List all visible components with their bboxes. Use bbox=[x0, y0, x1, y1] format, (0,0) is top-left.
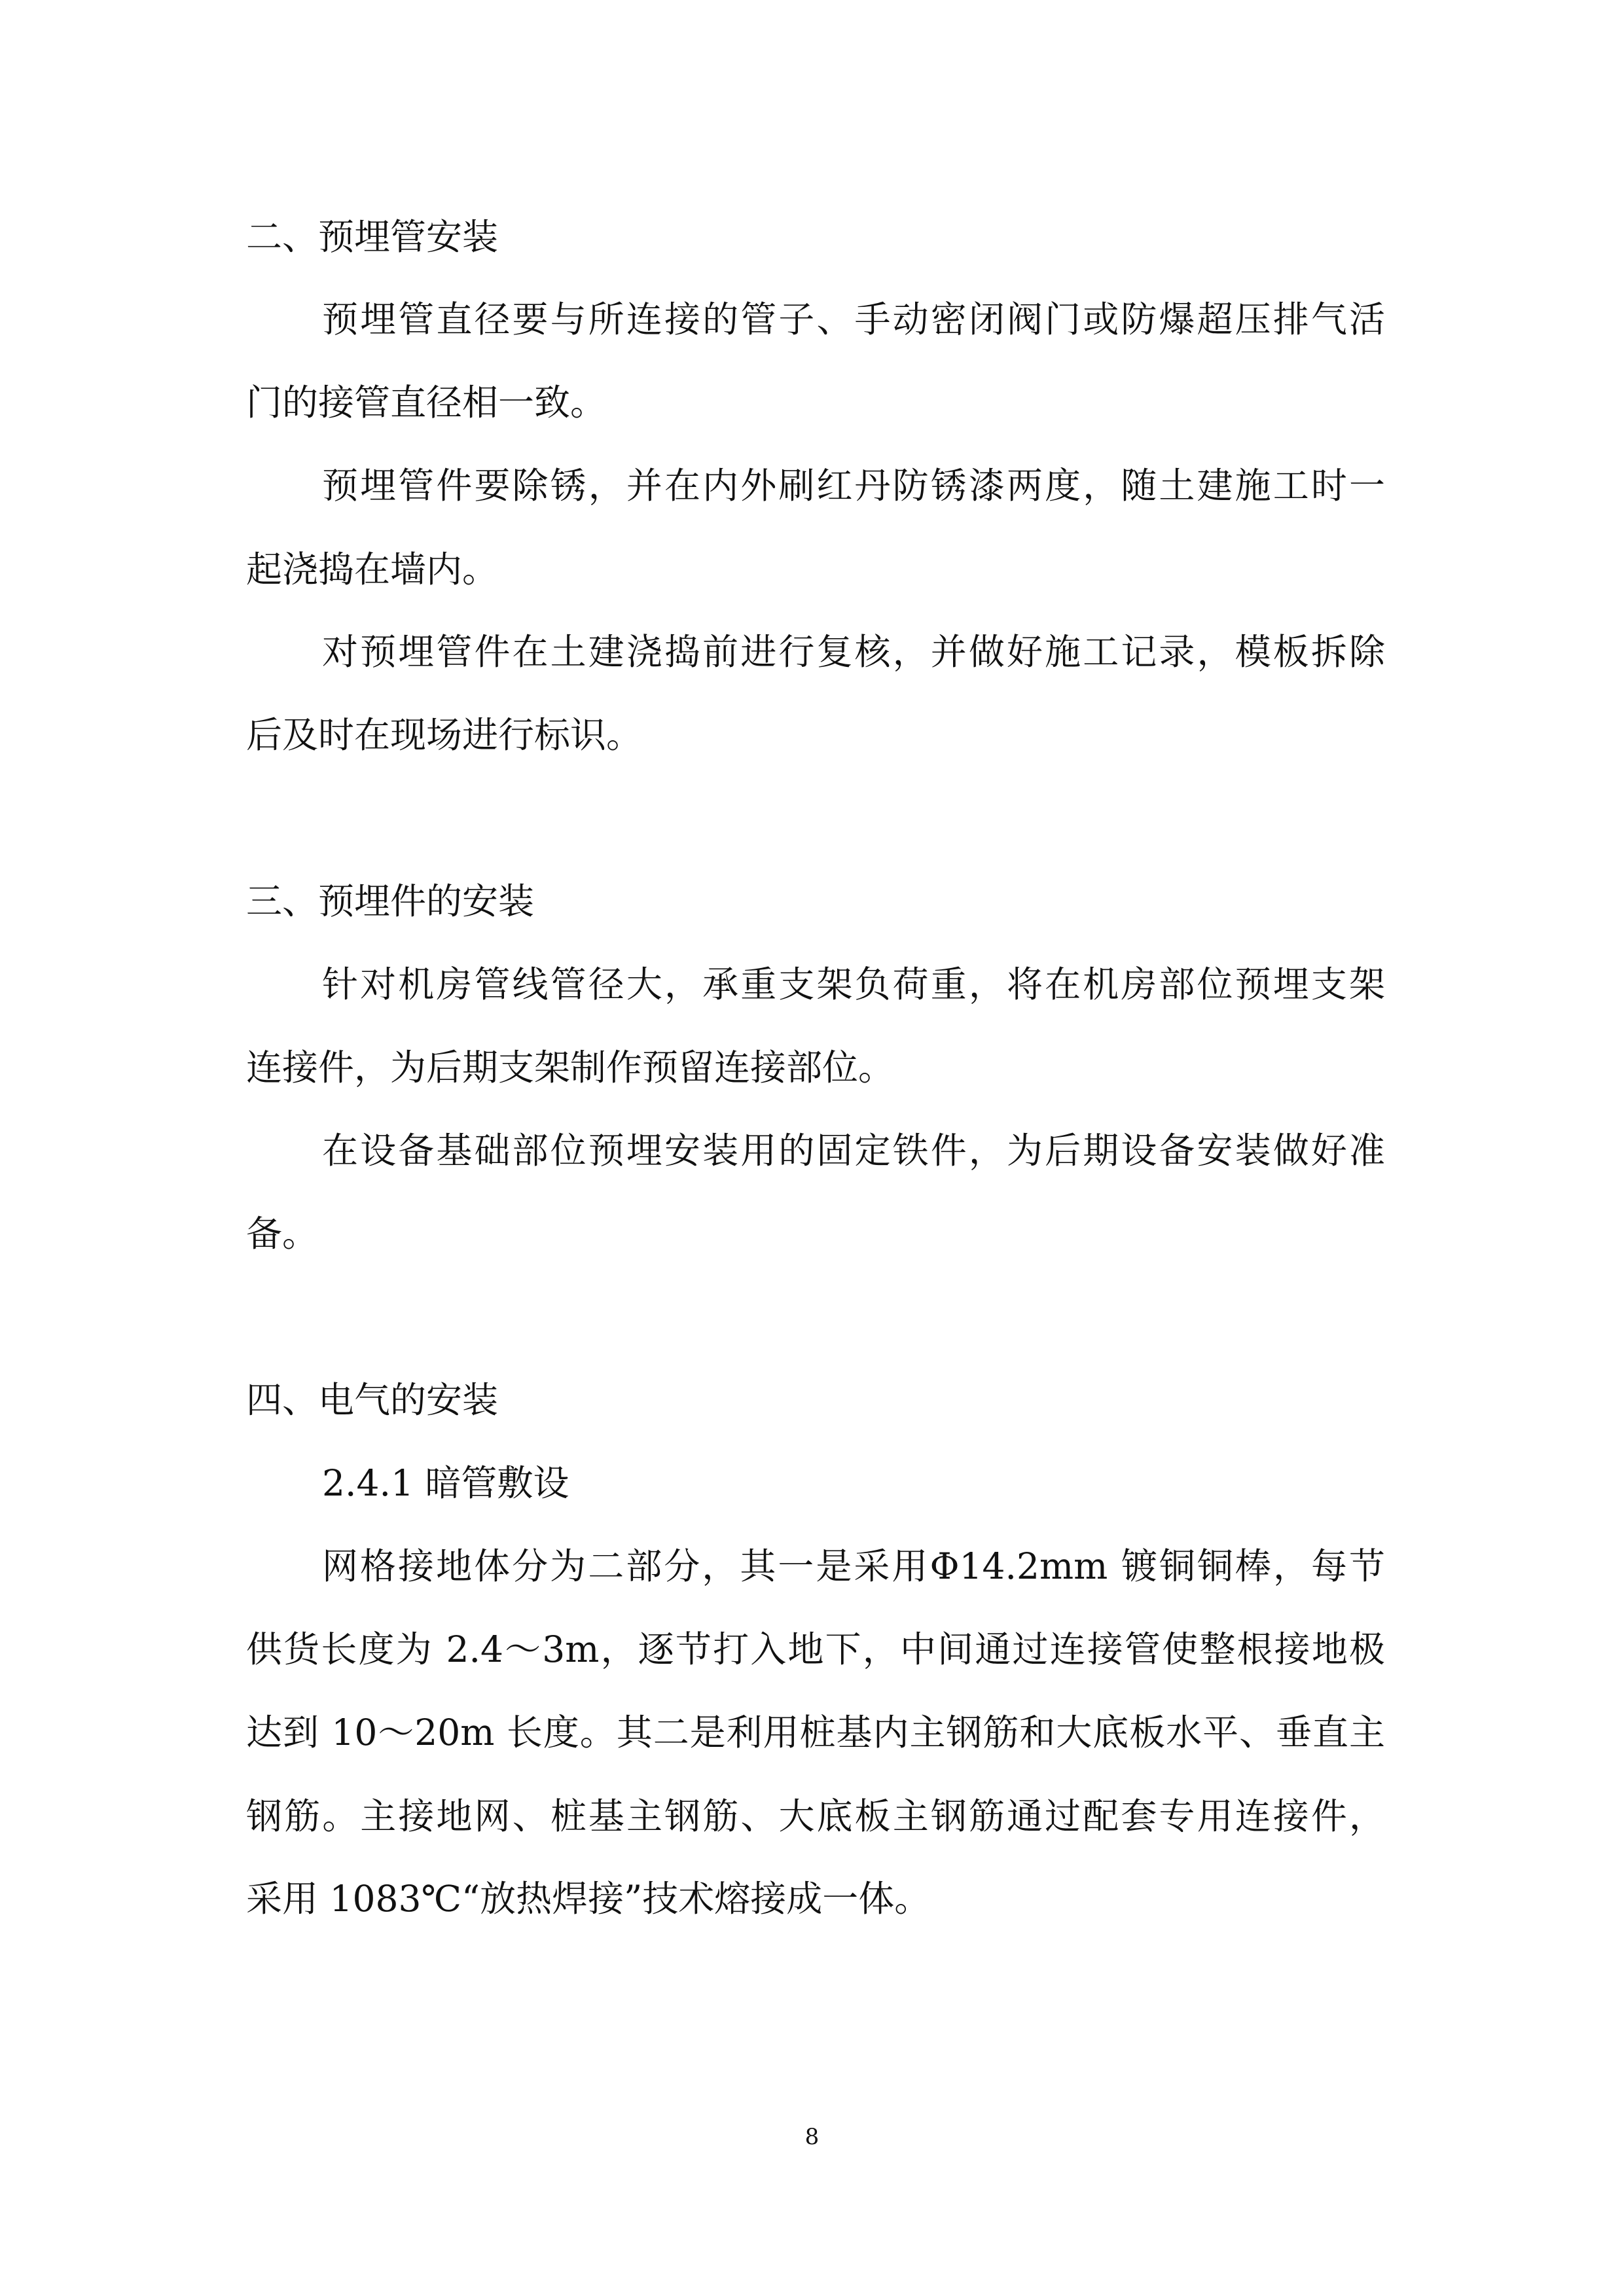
paragraph-line: 门的接管直径相一致。 bbox=[246, 382, 607, 423]
paragraph-line: 对预埋管件在土建浇捣前进行复核，并做好施工记录，模板拆除 bbox=[322, 631, 1385, 673]
paragraph-line: 后及时在现场进行标识。 bbox=[246, 714, 643, 756]
paragraph-line: 针对机房管线管径大，承重支架负荷重，将在机房部位预埋支架 bbox=[322, 963, 1385, 1005]
subsection-heading: 2.4.1 暗管敷设 bbox=[322, 1462, 569, 1504]
paragraph-line: 达到 10～20m 长度。其二是利用桩基内主钢筋和大底板水平、垂直主 bbox=[246, 1712, 1385, 1753]
paragraph-line: 起浇捣在墙内。 bbox=[246, 548, 499, 590]
paragraph-line: 连接件，为后期支架制作预留连接部位。 bbox=[246, 1047, 895, 1088]
paragraph-line: 备。 bbox=[246, 1213, 319, 1255]
paragraph-line: 采用 1083℃“放热焊接”技术熔接成一体。 bbox=[246, 1878, 931, 1920]
section-heading-embedded-parts: 三、预埋件的安装 bbox=[246, 880, 535, 922]
section-heading-embedded-pipe: 二、预埋管安装 bbox=[246, 216, 499, 258]
page-number: 8 bbox=[804, 2124, 820, 2150]
paragraph-line: 钢筋。主接地网、桩基主钢筋、大底板主钢筋通过配套专用连接件， bbox=[246, 1795, 1385, 1837]
paragraph-line: 网格接地体分为二部分，其一是采用Φ14.2mm 镀铜铜棒，每节 bbox=[322, 1545, 1385, 1587]
paragraph-line: 预埋管直径要与所连接的管子、手动密闭阀门或防爆超压排气活 bbox=[322, 298, 1385, 340]
paragraph-line: 供货长度为 2.4～3m，逐节打入地下，中间通过连接管使整根接地极 bbox=[246, 1628, 1385, 1670]
paragraph-line: 预埋管件要除锈，并在内外刷红丹防锈漆两度，随土建施工时一 bbox=[322, 465, 1385, 507]
paragraph-line: 在设备基础部位预埋安装用的固定铁件，为后期设备安装做好准 bbox=[322, 1130, 1385, 1172]
section-heading-electrical: 四、电气的安装 bbox=[246, 1379, 499, 1421]
